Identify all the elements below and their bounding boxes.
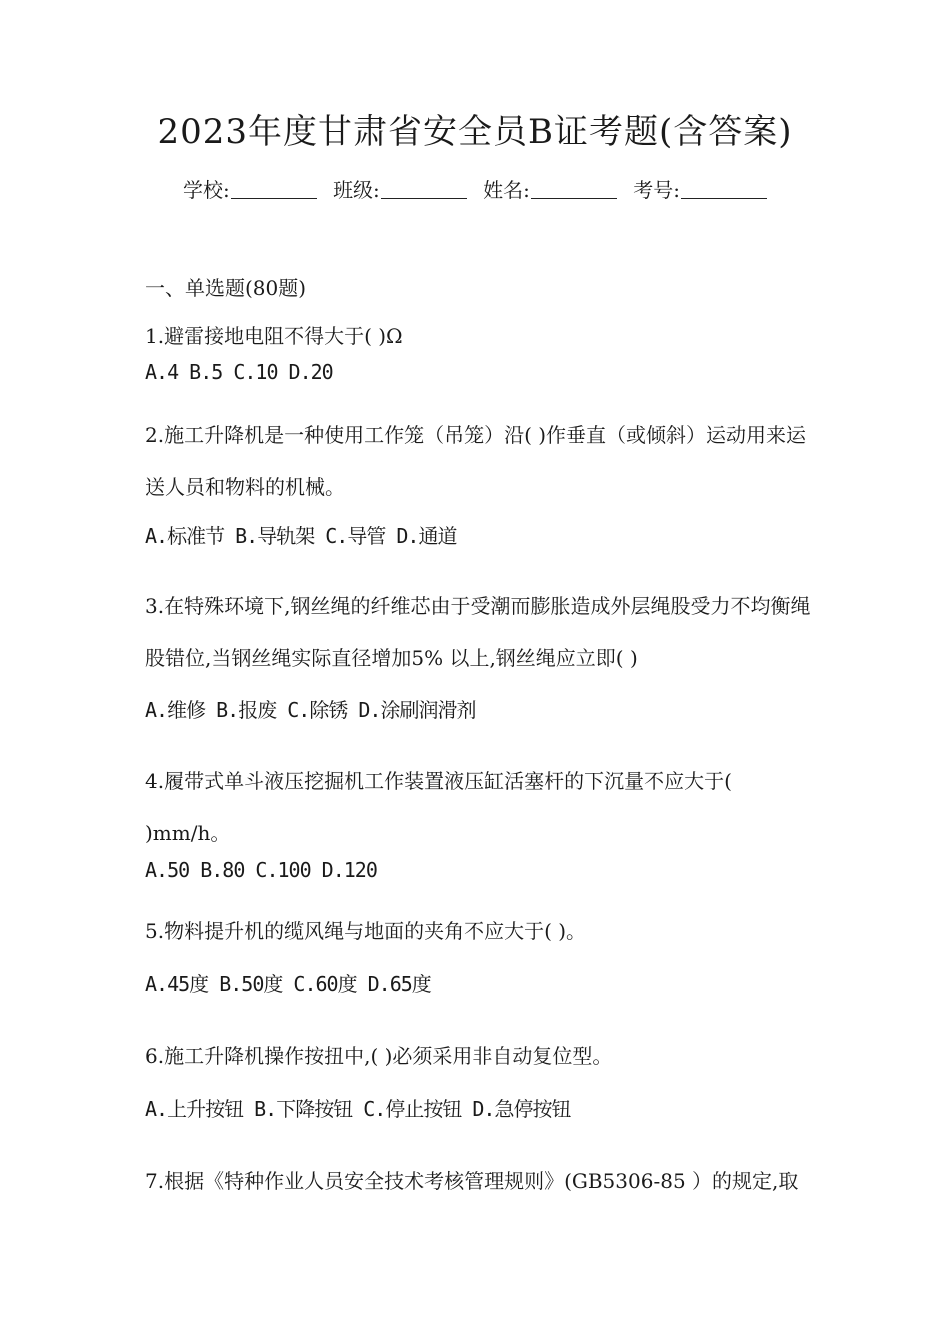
question-stem: 5.物料提升机的缆风绳与地面的夹角不应大于( )。 [145,919,587,943]
section-heading: 一、单选题(80题) [145,276,307,300]
blank-line[interactable] [381,197,467,199]
info-field-class [333,174,467,203]
question-options: A.标准节 B.导轨架 C.导管 D.通道 [145,524,457,548]
info-field-exam-number [633,174,767,203]
info-label: 学校: [182,178,230,202]
info-field-school [183,174,317,203]
question-options: A.上升按钮 B.下降按钮 C.停止按钮 D.急停按钮 [145,1097,571,1121]
question-options: A.维修 B.报废 C.除锈 D.涂刷润滑剂 [145,698,476,722]
info-field-name [483,174,617,203]
page-title: 2023年度甘肃省安全员B证考题(含答案) [157,112,793,152]
blank-line[interactable] [681,197,767,199]
question-stem: 4.履带式单斗液压挖掘机工作装置液压缸活塞杆的下沉量不应大于( )mm/h。 [145,769,732,845]
info-label: 班级: [333,178,380,202]
question-options: A.45度 B.50度 C.60度 D.65度 [145,972,431,996]
info-label: 考号: [633,178,681,202]
blank-line[interactable] [531,197,617,199]
info-label: 姓名: [483,178,530,202]
question-stem: 6.施工升降机操作按扭中,( )必须采用非自动复位型。 [145,1044,613,1068]
student-info-line [0,174,950,203]
blank-line[interactable] [231,197,317,199]
question-options: A.50 B.80 C.100 D.120 [145,858,377,882]
question-stem: 7.根据《特种作业人员安全技术考核管理规则》(GB5306-85 ）的规定,取 [145,1169,799,1193]
question-options: A.4 B.5 C.10 D.20 [145,360,333,384]
question-stem: 3.在特殊环境下,钢丝绳的纤维芯由于受潮而膨胀造成外层绳股受力不均衡绳股错位,当钢丝绳实际直径增加5% 以上,钢丝绳应立即( ) [145,594,811,670]
question-stem: 2.施工升降机是一种使用工作笼（吊笼）沿( )作垂直（或倾斜）运动用来运送人员和物料的机械。 [145,423,807,499]
question-stem: 1.避雷接地电阻不得大于( )Ω [145,324,403,348]
